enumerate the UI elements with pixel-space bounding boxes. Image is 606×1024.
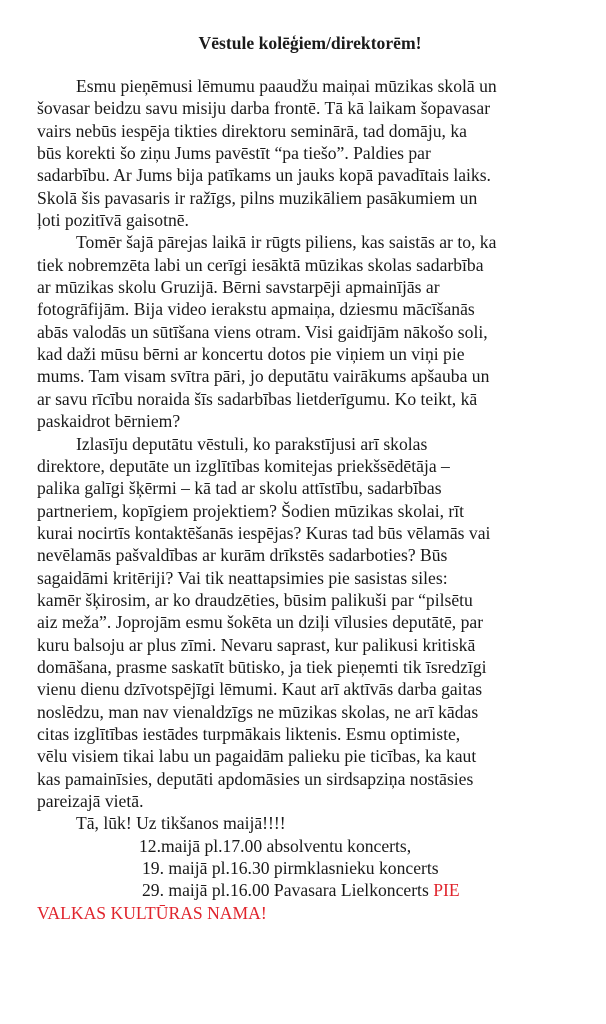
body-line: pareizajā vietā. — [37, 791, 144, 811]
body-line: vienu dienu dzīvotspējīgi lēmumi. Kaut arī aktīvās darba gaitas — [37, 679, 483, 700]
body-line: citas izglītības iestādes turpmākais liktenis. Esmu optimiste, — [37, 723, 461, 744]
body-line: domāšana, prasme saskatīt būtisko, ja tiek pieņemti tik īsredzīgi — [37, 656, 487, 677]
body-line: Izlasīju deputātu vēstuli, ko parakstījusi arī skolas — [76, 433, 428, 454]
body-line: sadarbību. Ar Jums bija patīkams un jauks kopā pavadītais laiks. — [37, 165, 491, 186]
body-line: kurai nocirtīs kontaktēšanās iespējas? Kuras tad būs vēlamās vai — [37, 522, 491, 543]
body-line: palika galīgi šķērmi – kā tad ar skolu attīstību, sadarbības — [37, 478, 442, 499]
body-line: noslēdzu, man nav vienaldzīgs ne mūzikas skolas, ne arī kādas — [37, 701, 479, 722]
body-line: tiek nobremzēta labi un cerīgi iesāktā mūzikas skolas sadarbība — [37, 254, 484, 275]
body-line: mums. Tam visam svītra pāri, jo deputātu vairākums apšauba un — [37, 366, 490, 387]
body-line: Esmu pieņēmusi lēmumu paaudžu maiņai mūzikas skolā un — [76, 76, 497, 96]
event-text: 29. maijā pl.16.00 Pavasara Lielkoncerts — [142, 880, 429, 901]
body-line: ar savu rīcību noraida šīs sadarbības lietderīgumu. Ko teikt, kā — [37, 388, 478, 409]
closing-line: Tā, lūk! Uz tikšanos maijā!!!! — [76, 813, 286, 834]
body-line: fotogrāfijām. Bija video ierakstu apmaiņa, dziesmu mācīšanās — [37, 299, 475, 320]
body-line: Tomēr šajā pārejas laikā ir rūgts piliens, kas saistās ar to, ka — [76, 232, 497, 253]
body-line: šovasar beidzu savu misiju darba frontē. Tā kā laikam šopavasar — [37, 98, 491, 119]
body-line: aiz meža”. Joprojām esmu šokēta un dziļi vīlusies deputātē, par — [37, 612, 484, 633]
body-line: paskaidrot bērniem? — [37, 411, 181, 432]
body-line: ar mūzikas skolu Gruzijā. Bērni savstarpēji apmainījās ar — [37, 277, 440, 298]
letter-page — [37, 32, 577, 924]
body-line: Skolā šis pavasaris ir ražīgs, pilns muzikāliem pasākumiem un — [37, 187, 478, 208]
body-line: ļoti pozitīvā gaisotnē. — [37, 210, 189, 231]
event-item — [37, 879, 577, 901]
body-line: abās valodās un sūtīšana viens otram. Visi gaidījām nākošo soli, — [37, 321, 488, 342]
letter-title: Vēstule kolēģiem/direktorēm! — [198, 33, 422, 53]
body-line: nevēlamās pašvaldības ar kurām drīkstēs sadarboties? Būs — [37, 545, 448, 566]
venue-highlight-line: VALKAS KULTŪRAS NAMA! — [37, 902, 267, 923]
event-list — [37, 835, 577, 924]
body-line: kad daži mūsu bērni ar koncertu dotos pie viņiem un viņi pie — [37, 344, 465, 365]
body-line: direktore, deputāte un izglītības komitejas priekšsēdētāja – — [37, 455, 450, 476]
letter-body — [37, 75, 577, 835]
body-line: būs korekti šo ziņu Jums pavēstīt “pa tiešo”. Paldies par — [37, 143, 431, 164]
event-item: 12.maijā pl.17.00 absolventu koncerts, — [139, 835, 412, 856]
body-line: sagaidāmi kritēriji? Vai tik neattapsimies pie sasistas siles: — [37, 567, 448, 588]
body-line: partneriem, kopīgiem projektiem? Šodien mūzikas skolai, rīt — [37, 500, 465, 521]
body-line: vairs nebūs iespēja tikties direktoru seminārā, tad domāju, ka — [37, 120, 467, 141]
body-line: kamēr šķirosim, ar ko draudzēties, būsim palikuši par “pilsētu — [37, 589, 473, 610]
event-item: 19. maijā pl.16.30 pirmklasnieku koncerts — [142, 858, 439, 879]
body-line: kuru balsoju ar plus zīmi. Nevaru saprast, kur palikusi kritiskā — [37, 634, 476, 655]
venue-highlight: PIE — [433, 880, 460, 901]
body-line: vēlu visiem tikai labu un pagaidām palieku pie ticības, ka kaut — [37, 746, 477, 767]
body-line: kas pamainīsies, deputāti apdomāsies un sirdsapziņa nostāsies — [37, 768, 474, 789]
